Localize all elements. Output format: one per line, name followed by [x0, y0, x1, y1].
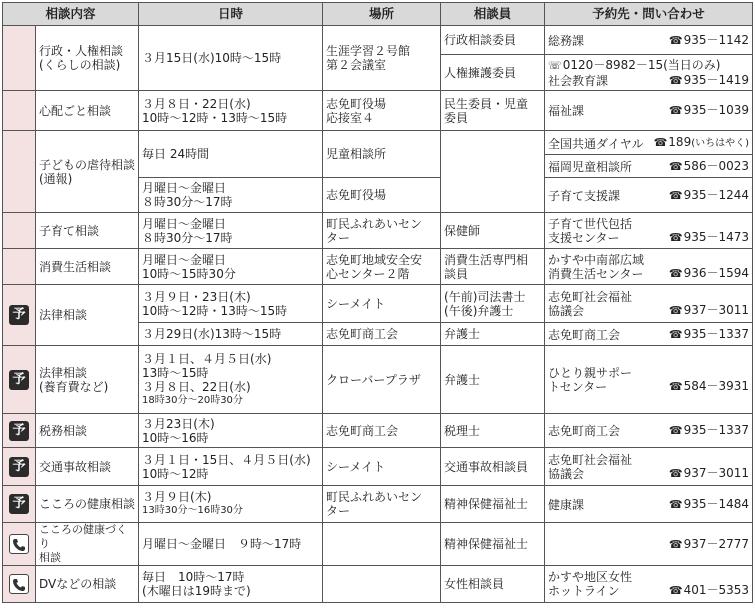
contact-phone[interactable]: ☎937－3011: [668, 302, 750, 317]
contact-name: 志免町社会福祉 協議会: [548, 452, 633, 481]
header-content: 相談内容: [3, 3, 139, 26]
row-icon-cell: [3, 486, 36, 523]
place-cell: 児童相談所: [323, 131, 441, 178]
table-row-gyosei: [3, 26, 753, 55]
datetime-cell: ３月１日、４月５日(水) 13時～15時 ３月８日、22日(水) 18時30分～20時30分: [139, 346, 323, 414]
contact-name: かすや地区女性 ホットライン: [548, 570, 633, 598]
place-cell: 生涯学習２号館 第２会議室: [323, 26, 441, 91]
datetime-cell: 月曜日～金曜日 10時～15時30分: [139, 249, 323, 285]
contact-name: 総務課: [548, 33, 585, 48]
place-cell: 志免町商工会: [323, 414, 441, 448]
place-cell: 町民ふれあいセン ター: [323, 213, 441, 249]
table-row-gyakutai: [3, 131, 753, 155]
content-cell: 税務相談: [36, 414, 139, 448]
contact-cell: [545, 213, 753, 249]
phone-icon: ☎: [668, 327, 683, 341]
staff-cell: 民生委員・児童 委員: [441, 91, 545, 131]
contact-cell: [545, 523, 753, 566]
staff-cell: 保健師: [441, 213, 545, 249]
place-cell: シーメイト: [323, 285, 441, 323]
header-place: 場所: [323, 3, 441, 26]
content-cell: 法律相談 (養育費など): [36, 346, 139, 414]
phone-icon: ☎: [668, 466, 683, 480]
datetime-cell: ３月９日・23日(木) 10時～12時・13時～15時: [139, 285, 323, 323]
content-cell: 子育て相談: [36, 213, 139, 249]
contact-cell: [545, 91, 753, 131]
phone-icon: ☎: [668, 230, 683, 244]
table-row-zeimu: [3, 414, 753, 448]
contact-cell: [545, 486, 753, 523]
staff-cell: 弁護士: [441, 323, 545, 346]
place-cell: [323, 566, 441, 603]
phone-icon: ☎: [668, 188, 683, 202]
staff-cell: 人権擁護委員: [441, 55, 545, 91]
table-row-shohi: [3, 249, 753, 285]
contact-phone[interactable]: ☎935－1039: [668, 103, 750, 117]
contact-phone[interactable]: ☎936－1594: [668, 265, 750, 280]
contact-cell: [545, 178, 753, 213]
phone-icon: ☎: [653, 135, 668, 149]
phone-icon: ☎: [668, 159, 683, 173]
content-cell: 子どもの虐待相談 (通報): [36, 131, 139, 213]
row-icon-cell: [3, 566, 36, 603]
contact-name: 福祉課: [548, 104, 585, 118]
header-contact: 予約先・問い合わせ: [545, 3, 753, 26]
row-icon-cell: [3, 91, 36, 131]
contact-phone[interactable]: ☎935－1484: [668, 496, 750, 511]
contact-cell: [545, 346, 753, 414]
contact-phone[interactable]: ☎584－3931: [668, 378, 750, 393]
phone-icon: [9, 534, 29, 554]
datetime-cell: 月曜日～金曜日 ８時30分～17時: [139, 178, 323, 213]
phone-icon: ☎: [668, 379, 683, 393]
content-cell: 法律相談: [36, 285, 139, 346]
table-row-dv: [3, 566, 753, 603]
contact-phone[interactable]: ☎937－3011: [668, 465, 750, 480]
place-cell: シーメイト: [323, 448, 441, 486]
staff-cell: 交通事故相談員: [441, 448, 545, 486]
reservation-icon: 予: [9, 494, 29, 514]
phone-icon: ☎: [668, 424, 683, 437]
contact-cell: [545, 448, 753, 486]
contact-cell: [545, 131, 753, 155]
datetime-cell: ３月１日・15日、４月５日(水) 10時～12時: [139, 448, 323, 486]
reservation-icon: 予: [9, 305, 29, 325]
table-header-row: [3, 3, 753, 26]
phone-icon: ☎: [668, 104, 683, 117]
toll-free-line[interactable]: ☏0120－8982－15(当日のみ): [548, 57, 721, 72]
row-icon-cell: [3, 131, 36, 213]
contact-phone[interactable]: ☎189(いちはやく): [653, 134, 750, 149]
contact-cell: [545, 323, 753, 346]
table-row-shinpai: [3, 91, 753, 131]
contact-phone[interactable]: ☎935－1244: [668, 187, 750, 202]
consultation-schedule-table: [2, 2, 753, 603]
staff-cell: 消費生活専門相 談員: [441, 249, 545, 285]
row-icon-cell: [3, 26, 36, 91]
table-row-kotsu: [3, 448, 753, 486]
content-cell: 行政・人権相談 (くらしの相談): [36, 26, 139, 91]
contact-phone[interactable]: ☎937－2777: [668, 536, 750, 551]
staff-cell: 税理士: [441, 414, 545, 448]
fax-phone-icon: ☏: [548, 58, 562, 72]
phone-icon: ☎: [668, 266, 683, 280]
table-row-kokorodukuri: [3, 523, 753, 566]
datetime-cell: 月曜日～金曜日 ８時30分～17時: [139, 213, 323, 249]
phone-icon: ☎: [668, 584, 683, 597]
phone-icon: [9, 574, 29, 594]
table-row-yoiku: [3, 346, 753, 414]
contact-name: かすや中南部広域 消費生活センター: [548, 252, 645, 281]
contact-cell: [545, 155, 753, 178]
contact-phone[interactable]: ☎935－1337: [668, 423, 750, 437]
contact-phone[interactable]: ☎586－0023: [668, 158, 750, 173]
contact-name: ひとり親サポー トセンター: [548, 365, 633, 394]
row-icon-cell: [3, 414, 36, 448]
place-cell: 志免町地域安全安 心センター２階: [323, 249, 441, 285]
contact-phone[interactable]: ☎401－5353: [668, 583, 750, 597]
header-staff: 相談員: [441, 3, 545, 26]
place-cell: クローバープラザ: [323, 346, 441, 414]
contact-name: 志免町社会福祉 協議会: [548, 289, 633, 318]
place-cell: 志免町役場: [323, 178, 441, 213]
contact-name: 志免町商工会: [548, 327, 621, 342]
place-cell: 志免町商工会: [323, 323, 441, 346]
row-icon-cell: [3, 249, 36, 285]
row-icon-cell: [3, 523, 36, 566]
row-icon-cell: [3, 346, 36, 414]
place-cell: 志免町役場 応接室４: [323, 91, 441, 131]
content-cell: DVなどの相談: [36, 566, 139, 603]
contact-phone[interactable]: ☎935－1337: [668, 326, 750, 341]
table-row-kokoro: [3, 486, 753, 523]
phone-icon: ☎: [668, 33, 683, 47]
row-icon-cell: [3, 213, 36, 249]
staff-cell: (午前)司法書士 (午後)弁護士: [441, 285, 545, 323]
content-cell: 消費生活相談: [36, 249, 139, 285]
contact-name: 子育て世代包括 支援センター: [548, 216, 633, 245]
phone-icon: ☎: [668, 303, 683, 317]
contact-phone[interactable]: ☎935－1419: [668, 72, 750, 87]
reservation-icon: 予: [9, 457, 29, 477]
datetime-cell: ３月９日(木) 13時30分～16時30分: [139, 486, 323, 523]
contact-cell: [545, 285, 753, 323]
contact-name: 福岡児童相談所: [548, 159, 633, 174]
content-cell: 心配ごと相談: [36, 91, 139, 131]
contact-phone[interactable]: ☎935－1473: [668, 229, 750, 244]
table-row-kosodate: [3, 213, 753, 249]
contact-cell: [545, 249, 753, 285]
contact-phone[interactable]: ☎935－1142: [668, 32, 750, 47]
row-icon-cell: [3, 285, 36, 346]
phone-icon: ☎: [668, 537, 683, 551]
reservation-icon: 予: [9, 370, 29, 390]
datetime-cell: ３月８日・22日(水) 10時～12時・13時～15時: [139, 91, 323, 131]
staff-cell: 行政相談委員: [441, 26, 545, 55]
staff-cell: [441, 131, 545, 213]
contact-name: 子育て支援課: [548, 188, 621, 203]
contact-cell: [545, 414, 753, 448]
contact-cell: [545, 26, 753, 55]
consultation-table-wrapper: [2, 2, 753, 603]
place-cell: 町民ふれあいセン ター: [323, 486, 441, 523]
datetime-cell: ３月23日(木) 10時～16時: [139, 414, 323, 448]
staff-cell: 女性相談員: [441, 566, 545, 603]
table-row-horitsu: [3, 285, 753, 323]
staff-cell: 精神保健福祉士: [441, 486, 545, 523]
staff-cell: 精神保健福祉士: [441, 523, 545, 566]
contact-name: 社会教育課: [548, 73, 609, 88]
staff-cell: 弁護士: [441, 346, 545, 414]
datetime-cell: 月曜日～金曜日 ９時～17時: [139, 523, 323, 566]
datetime-cell: ３月29日(水)13時～15時: [139, 323, 323, 346]
datetime-cell: ３月15日(水)10時～15時: [139, 26, 323, 91]
phone-icon: ☎: [668, 73, 683, 87]
header-datetime: 日時: [139, 3, 323, 26]
content-cell: こころの健康づくり 相談: [36, 523, 139, 566]
contact-name: 全国共通ダイヤル: [548, 136, 644, 151]
contact-name: 志免町商工会: [548, 424, 621, 438]
content-cell: こころの健康相談: [36, 486, 139, 523]
contact-cell: [545, 55, 753, 91]
phone-icon: ☎: [668, 497, 683, 511]
reservation-icon: 予: [9, 421, 29, 441]
contact-cell: [545, 566, 753, 603]
datetime-cell: 毎日 10時～17時 (木曜日は19時まで): [139, 566, 323, 603]
datetime-cell: 毎日 24時間: [139, 131, 323, 178]
content-cell: 交通事故相談: [36, 448, 139, 486]
place-cell: [323, 523, 441, 566]
contact-name: 健康課: [548, 497, 585, 512]
row-icon-cell: [3, 448, 36, 486]
